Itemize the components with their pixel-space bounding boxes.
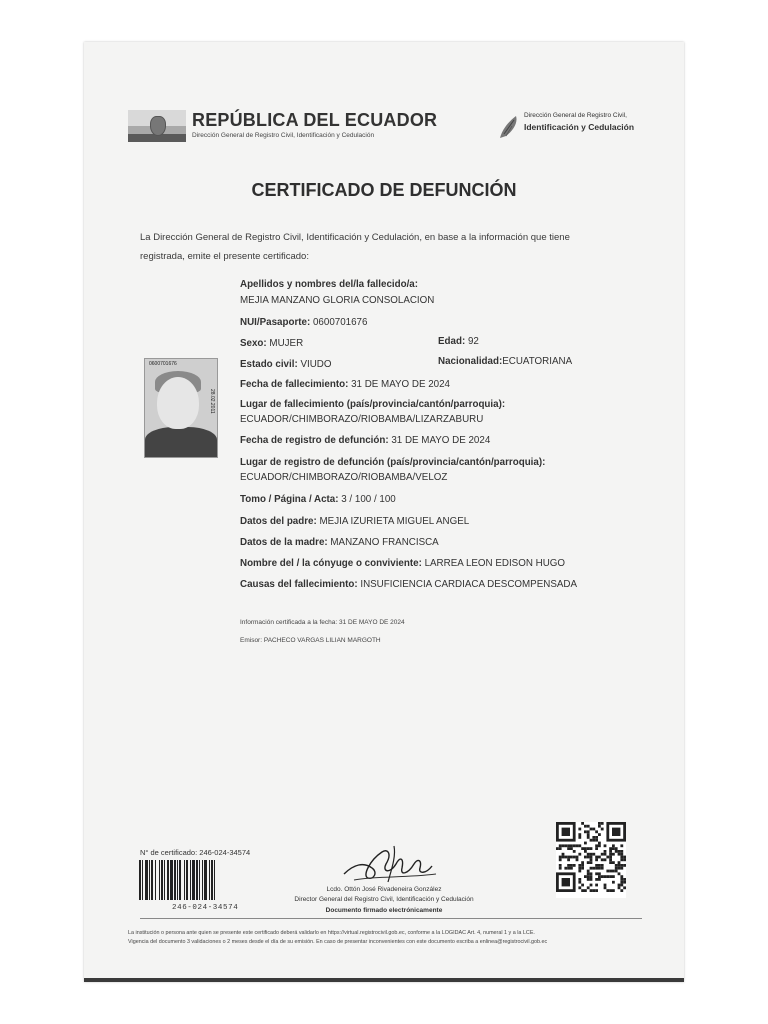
issuer-value: PACHECO VARGAS LILIAN MARGOTH <box>263 637 381 644</box>
civil-status-row <box>240 359 331 370</box>
photo-id-number: 0600701676 <box>149 361 177 367</box>
death-date-row <box>240 379 450 390</box>
registration-date-label: Fecha de registro de defunción: <box>240 435 389 446</box>
footer-divider <box>140 918 642 919</box>
mother-label: Datos de la madre: <box>240 537 328 548</box>
qr-code-icon <box>556 822 626 898</box>
death-date-value: 31 DE MAYO DE 2024 <box>351 379 450 390</box>
cause-label: Causas del fallecimiento: <box>240 579 358 590</box>
id-label: NUI/Pasaporte: <box>240 317 311 328</box>
registration-date-row <box>240 435 490 446</box>
certificate-number-value: 246-024-34574 <box>199 848 251 857</box>
mother-value: MANZANO FRANCISCA <box>330 537 439 548</box>
document-title: CERTIFICADO DE DEFUNCIÓN <box>251 180 517 200</box>
mother-row <box>240 537 439 548</box>
spouse-value: LARREA LEON EDISON HUGO <box>424 558 566 569</box>
father-label: Datos del padre: <box>240 516 317 527</box>
nationality-value: ECUATORIANA <box>502 356 573 367</box>
spouse-label: Nombre del / la cónyuge o conviviente: <box>240 558 422 569</box>
legal-notice-line1: La institución o persona ante quien se presente este certificado deberá validarlo en https://virtual.registrocivil.gob.ec, conforme a la LOGIDAC Art. 4, numeral 1 y a la LCE. <box>128 930 535 936</box>
sex-value: MUJER <box>269 338 304 349</box>
death-place-value: ECUADOR/CHIMBORAZO/RIOBAMBA/LIZARZABURU <box>240 414 484 425</box>
name-value: MEJIA MANZANO GLORIA CONSOLACION <box>240 295 435 306</box>
death-place-label: Lugar de fallecimiento (país/provincia/cantón/parroquia): <box>240 399 506 410</box>
page-edge-shadow <box>84 978 684 982</box>
volume-page-value: 3 / 100 / 100 <box>341 494 396 505</box>
age-row <box>438 336 479 347</box>
registration-date-value: 31 DE MAYO DE 2024 <box>391 435 491 446</box>
issuer-row <box>240 637 381 644</box>
father-value: MEJIA IZURIETA MIGUEL ANGEL <box>319 516 470 527</box>
certified-date-row <box>240 619 405 626</box>
registration-place-value: ECUADOR/CHIMBORAZO/RIOBAMBA/VELOZ <box>240 472 448 483</box>
death-date-label: Fecha de fallecimiento: <box>240 379 349 390</box>
volume-page-row <box>240 494 396 505</box>
certified-date-value: 31 DE MAYO DE 2024 <box>339 619 405 626</box>
age-value: 92 <box>467 336 479 347</box>
photo-stamp-date: 28.02.2011 <box>209 389 215 414</box>
registration-place-label: Lugar de registro de defunción (país/provincia/cantón/parroquia): <box>240 457 546 468</box>
issuer-label: Emisor: <box>240 637 263 644</box>
cause-row <box>240 579 577 590</box>
certified-date-label: Información certificada a la fecha: <box>240 619 338 626</box>
deceased-photo <box>144 358 218 458</box>
certificate-page <box>84 42 684 982</box>
nationality-row <box>438 356 572 367</box>
signer-role: Director General del Registro Civil, Identificación y Cedulación <box>294 896 474 903</box>
intro-paragraph: La Dirección General de Registro Civil, Identificación y Cedulación, en base a la información que tiene registrada, emite el presente certificado: <box>140 232 570 262</box>
civil-status-label: Estado civil: <box>240 359 298 370</box>
signature-image <box>334 834 444 894</box>
sex-label: Sexo: <box>240 338 267 349</box>
spouse-row <box>240 558 565 569</box>
sex-row <box>240 338 303 349</box>
id-row <box>240 317 367 328</box>
civil-status-value: VIUDO <box>300 359 332 370</box>
legal-notice-line2: Vigencia del documento 3 validaciones o 2 meses desde el día de su emisión. En caso de presentar inconvenientes con este documento escriba a enlinea@registrocivil.gob.ec <box>128 939 548 945</box>
age-label: Edad: <box>438 336 466 347</box>
cause-value: INSUFICIENCIA CARDIACA DESCOMPENSADA <box>360 579 578 590</box>
nationality-label: Nacionalidad: <box>438 356 503 367</box>
agency-name-line1: Dirección General de Registro Civil, <box>524 112 627 119</box>
father-row <box>240 516 469 527</box>
barcode-number: 246-024-34574 <box>172 904 239 912</box>
registry-logo-icon <box>496 112 520 142</box>
signed-note: Documento firmado electrónicamente <box>325 907 443 914</box>
signer-name: Lcdo. Ottón José Rivadeneira González <box>326 886 442 893</box>
id-value: 0600701676 <box>312 317 368 328</box>
country-subtitle: Dirección General de Registro Civil, Identificación y Cedulación <box>192 132 375 139</box>
certificate-number-row <box>140 848 250 857</box>
volume-page-label: Tomo / Página / Acta: <box>240 494 339 505</box>
country-title: REPÚBLICA DEL ECUADOR <box>192 110 438 130</box>
barcode <box>139 860 272 900</box>
agency-name-line2: Identificación y Cedulación <box>524 122 635 132</box>
name-label: Apellidos y nombres del/la fallecido/a: <box>240 279 419 290</box>
ecuador-flag-icon <box>128 110 186 142</box>
certificate-number-label: N° de certificado: <box>140 848 198 857</box>
